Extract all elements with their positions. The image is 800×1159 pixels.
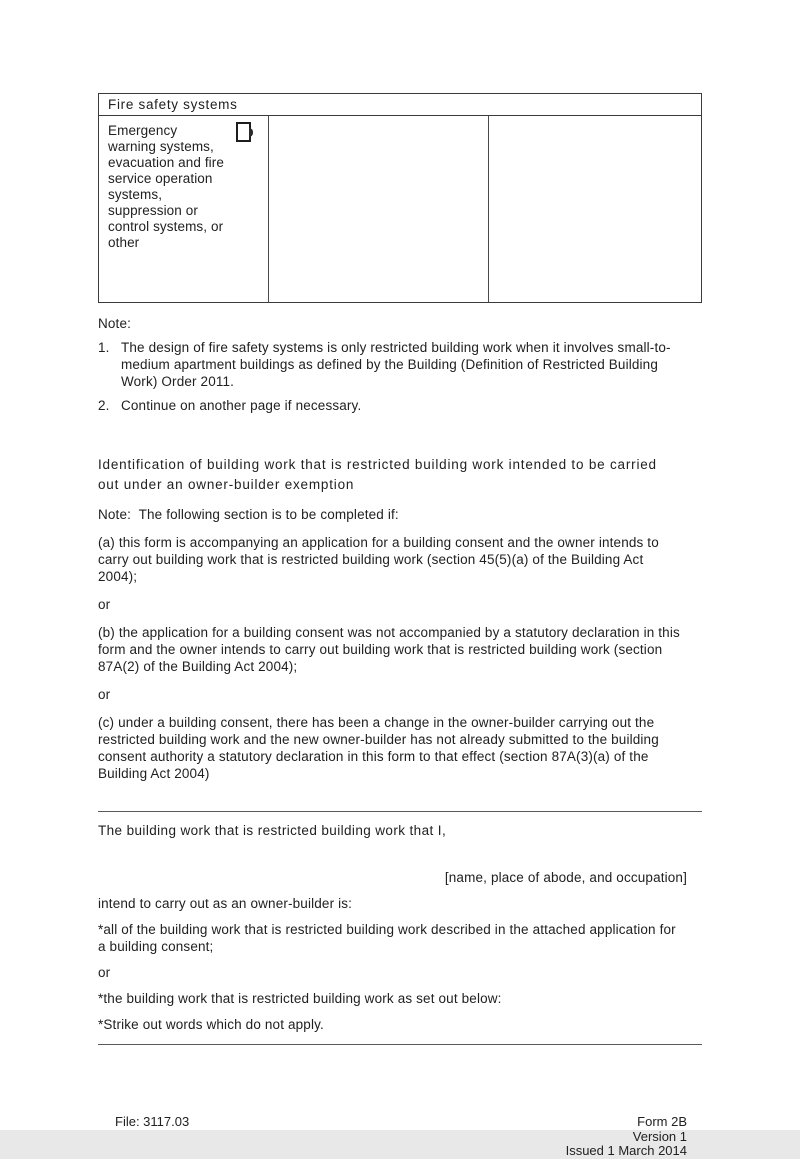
note-item-text: Continue on another page if necessary. (121, 398, 362, 413)
declaration-intro: The building work that is restricted building work that I, (98, 823, 447, 838)
fire-safety-table-header: Fire safety systems (99, 94, 701, 116)
fire-safety-item-label: Emergency warning systems, evacuation and fire service operation systems, suppression or control systems, or other (108, 123, 224, 250)
fire-safety-detail-cell-1[interactable] (269, 116, 489, 302)
fire-safety-detail-cell-2[interactable] (489, 116, 701, 302)
name-place-occupation-hint: [name, place of abode, and occupation] (444, 870, 687, 885)
fire-safety-table-row (99, 116, 701, 302)
declaration-carry-line: intend to carry out as an owner-builder is: (98, 896, 353, 911)
identification-heading: Identification of building work that is restricted building work intended to be carried out under an owner-builder exemption (98, 457, 657, 492)
identification-note-line: Note: The following section is to be completed if: (98, 507, 399, 522)
strike-out-note: *Strike out words which do not apply. (98, 1017, 324, 1032)
or-separator-3: or (98, 965, 111, 980)
form-number: Form 2B (637, 1114, 687, 1129)
note-item-2 (98, 397, 702, 414)
note-label: Note: (98, 316, 132, 331)
note-item-number: 2. (98, 398, 110, 413)
file-number: File: 3117.03 (115, 1114, 190, 1129)
page-content (98, 0, 702, 1159)
declaration-top-rule (98, 811, 702, 812)
declaration-bottom-rule (98, 1044, 702, 1045)
form-identification (566, 1115, 702, 1159)
page-footer (98, 1115, 702, 1159)
condition-b: (b) the application for a building consent was not accompanied by a statutory declaration in this form and the owner intends to carry out building work that is restricted building work (section 87A(2) of the Building Act 2004); (98, 625, 680, 674)
fire-safety-item-cell (99, 116, 269, 302)
form-issue-date: Issued 1 March 2014 (565, 1143, 687, 1158)
fire-safety-table (98, 93, 702, 303)
note-item-text: The design of fire safety systems is only restricted building work when it involves small-to-medium apartment buildings as defined by the Building (Definition of Restricted Building Work) Order 2011. (121, 340, 671, 389)
note-item-1 (98, 339, 702, 390)
or-separator-1: or (98, 597, 111, 612)
condition-a: (a) this form is accompanying an application for a building consent and the owner intends to carry out building work that is restricted building work (section 45(5)(a) of the Building Act 2004); (98, 535, 659, 584)
or-separator-2: or (98, 687, 111, 702)
note-item-number: 1. (98, 340, 110, 355)
fire-safety-checkbox[interactable] (236, 122, 251, 142)
declaration-option-below: *the building work that is restricted building work as set out below: (98, 991, 502, 1006)
form-version: Version 1 (632, 1128, 687, 1144)
declaration-option-all: *all of the building work that is restricted building work described in the attached application for a building consent; (98, 922, 676, 954)
condition-c: (c) under a building consent, there has been a change in the owner-builder carrying out the restricted building work and the new owner-builder has not already submitted to the building consent authority a statutory declaration in this form to that effect (section 87A(3)(a) of the Building Act 2004) (98, 715, 659, 781)
